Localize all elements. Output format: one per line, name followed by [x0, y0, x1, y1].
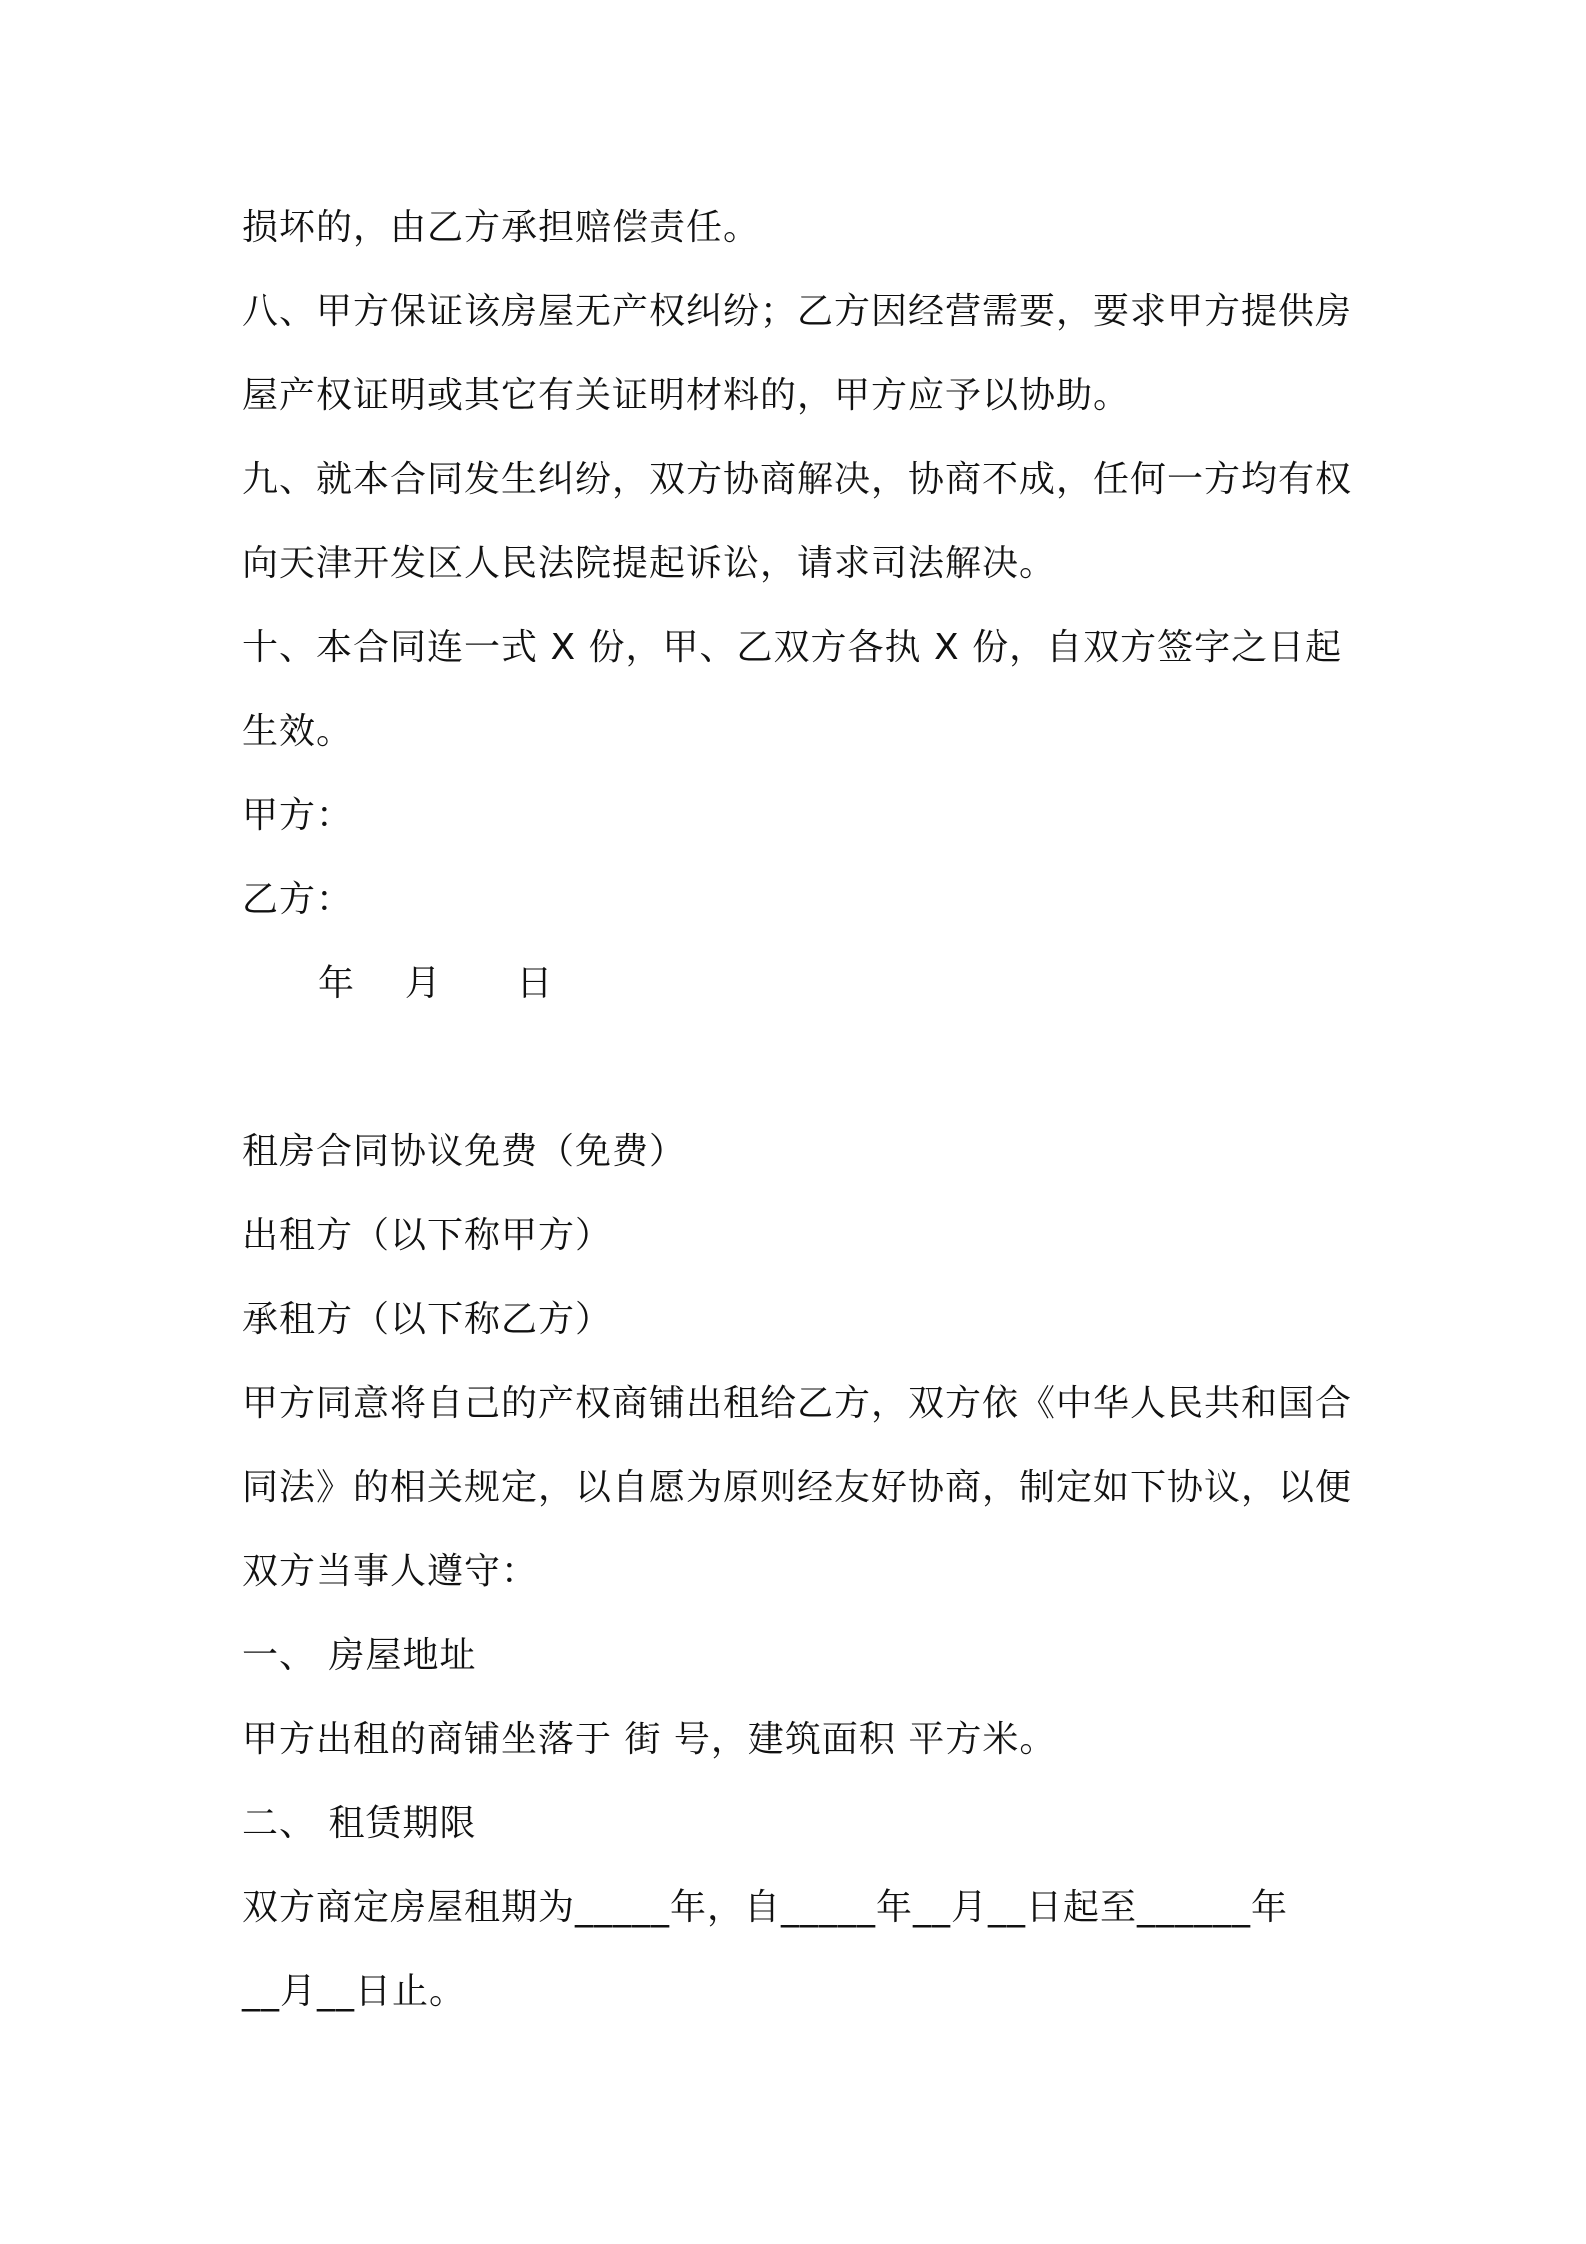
contract-title: 租房合同协议免费（免费）	[242, 1131, 687, 1172]
party-b-signature-label: 乙方：	[242, 879, 354, 920]
intro-line-3: 双方当事人遵守：	[242, 1551, 539, 1592]
section-2-heading: 二、 租赁期限	[242, 1803, 477, 1844]
intro-line-2: 同法》的相关规定，以自愿为原则经友好协商，制定如下协议，以便	[242, 1467, 1353, 1508]
date-line: 年 月 日	[318, 963, 554, 1004]
clause-10-line-1: 十、本合同连一式 X 份，甲、乙双方各执 X 份，自双方签字之日起	[242, 627, 1343, 668]
section-1-heading: 一、 房屋地址	[242, 1635, 477, 1676]
clause-8-line-2: 屋产权证明或其它有关证明材料的，甲方应予以协助。	[242, 375, 1131, 416]
section-1-content: 甲方出租的商铺坐落于 街 号，建筑面积 平方米。	[242, 1719, 1057, 1760]
section-2-content-line-2: __月__日止。	[242, 1971, 467, 2012]
clause-9-line-2: 向天津开发区人民法院提起诉讼，请求司法解决。	[242, 543, 1057, 584]
clause-8-line-1: 八、甲方保证该房屋无产权纠纷；乙方因经营需要，要求甲方提供房	[242, 291, 1353, 332]
clause-9-line-1: 九、就本合同发生纠纷，双方协商解决，协商不成，任何一方均有权	[242, 459, 1353, 500]
party-a-signature-label: 甲方：	[242, 795, 354, 836]
text-line: 损坏的，由乙方承担赔偿责任。	[242, 207, 761, 248]
lessee-line: 承租方（以下称乙方）	[242, 1299, 613, 1340]
section-2-content-line-1: 双方商定房屋租期为_____年，自_____年__月__日起至______年	[242, 1887, 1289, 1928]
clause-10-line-2: 生效。	[242, 711, 354, 752]
lessor-line: 出租方（以下称甲方）	[242, 1215, 613, 1256]
intro-line-1: 甲方同意将自己的产权商铺出租给乙方，双方依《中华人民共和国合	[242, 1383, 1353, 1424]
